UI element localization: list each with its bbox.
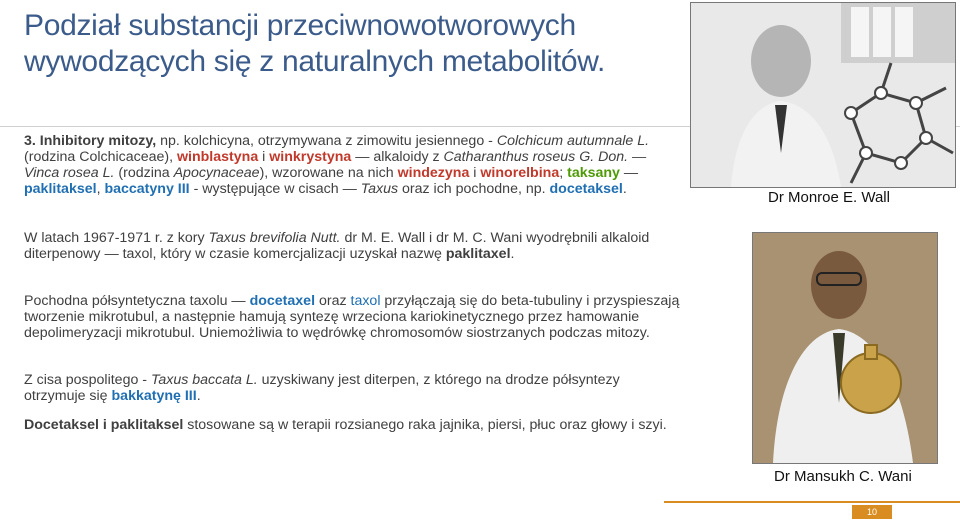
term-paklitaksel: paklitaksel bbox=[24, 181, 97, 197]
latin-name: Colchicum autumnale L. bbox=[496, 133, 650, 149]
text-run: oraz ich pochodne, np. bbox=[398, 181, 550, 197]
term-taxol: taxol bbox=[350, 293, 381, 309]
section-heading: 3. Inhibitory mitozy, bbox=[24, 133, 157, 149]
footer-accent-bar bbox=[664, 501, 960, 503]
latin-name: Taxus brevifolia Nutt. bbox=[208, 230, 341, 246]
latin-name: Catharanthus roseus G. Don. — Vinca rosea L. bbox=[24, 149, 647, 181]
term-drugs: Docetaksel i paklitaksel bbox=[24, 417, 184, 433]
page-number: 10 bbox=[852, 505, 892, 519]
text-run: oraz bbox=[315, 293, 351, 309]
slide-title: Podział substancji przeciwnowotworowych wywodzących się z naturalnych metabolitów. bbox=[24, 9, 606, 78]
text-run: (rodzina bbox=[114, 165, 174, 181]
person-photo-icon bbox=[753, 233, 937, 463]
term-paklitaxel: paklitaxel bbox=[445, 246, 511, 262]
text-run: — bbox=[619, 165, 639, 181]
term-baccatyny: baccatyny III bbox=[104, 181, 190, 197]
text-run: np. kolchicyna, otrzymywana z zimowitu jesiennego - bbox=[156, 133, 497, 149]
text-run: i bbox=[258, 149, 270, 165]
term-docetaksel: docetaksel bbox=[549, 181, 623, 197]
term-windezyna: windezyna bbox=[397, 165, 470, 181]
text-run: - występujące w cisach — bbox=[189, 181, 361, 197]
text-run: dr M. E. Wall i dr M. C. Wani wyodrębnili alkaloid diterpenowy — taxol, który w czasie komercjalizacji uzyskał nazwę bbox=[24, 230, 650, 262]
photo-monroe-wall bbox=[690, 2, 956, 188]
family-name: Apocynaceae bbox=[173, 165, 260, 181]
latin-name: Taxus baccata L. bbox=[150, 372, 258, 388]
text-run: ), wzorowane na nich bbox=[259, 165, 398, 181]
family-name: Colchicaceae bbox=[79, 149, 165, 165]
text-run: (rodzina bbox=[24, 149, 80, 165]
paragraph-mitosis-inhibitors bbox=[24, 133, 684, 197]
paragraph-baccata bbox=[24, 372, 684, 404]
text-run: , bbox=[96, 181, 105, 197]
text-run: Z cisa pospolitego - bbox=[24, 372, 151, 388]
text-run: — alkaloidy z bbox=[351, 149, 444, 165]
text-run: . bbox=[622, 181, 627, 197]
paragraph-therapy bbox=[24, 417, 684, 433]
term-winblastyna: winblastyna bbox=[177, 149, 259, 165]
term-bakkatyna: bakkatynę III bbox=[111, 388, 197, 404]
term-winkrystyna: winkrystyna bbox=[269, 149, 352, 165]
text-run: . bbox=[196, 388, 201, 404]
text-run: Pochodna półsyntetyczna taxolu — bbox=[24, 293, 250, 309]
text-run: stosowane są w terapii rozsianego raka jajnika, piersi, płuc oraz głowy i szyi. bbox=[183, 417, 667, 433]
text-run: i bbox=[469, 165, 481, 181]
term-docetaxel: docetaxel bbox=[249, 293, 316, 309]
paragraph-mechanism bbox=[24, 293, 684, 341]
latin-name: Taxus bbox=[360, 181, 399, 197]
text-run: przyłączają się do beta-tubuliny i przyspieszają tworzenie mikrotubul, a następnie hamują syntezę wrzeciona kariokinetycznego przez hamowanie depolimeryzacji mikrotubul. Uniemożliwia to wędrówkę chromosomów siostrzanych podczas mitozy. bbox=[24, 293, 680, 341]
term-winorelbina: winorelbina bbox=[480, 165, 560, 181]
text-run: ; bbox=[559, 165, 568, 181]
person-photo-icon bbox=[691, 3, 955, 187]
text-run: ), bbox=[164, 149, 177, 165]
text-run: . bbox=[510, 246, 515, 262]
photo-caption-wani: Dr Mansukh C. Wani bbox=[774, 468, 912, 485]
photo-mansukh-wani bbox=[752, 232, 938, 464]
photo-caption-wall: Dr Monroe E. Wall bbox=[768, 189, 890, 206]
text-run: W latach 1967-1971 r. z kory bbox=[24, 230, 209, 246]
term-taksany: taksany bbox=[567, 165, 620, 181]
text-run: uzyskiwany jest diterpen, z którego na drodze półsyntezy otrzymuje się bbox=[24, 372, 620, 404]
paragraph-discovery bbox=[24, 230, 684, 262]
